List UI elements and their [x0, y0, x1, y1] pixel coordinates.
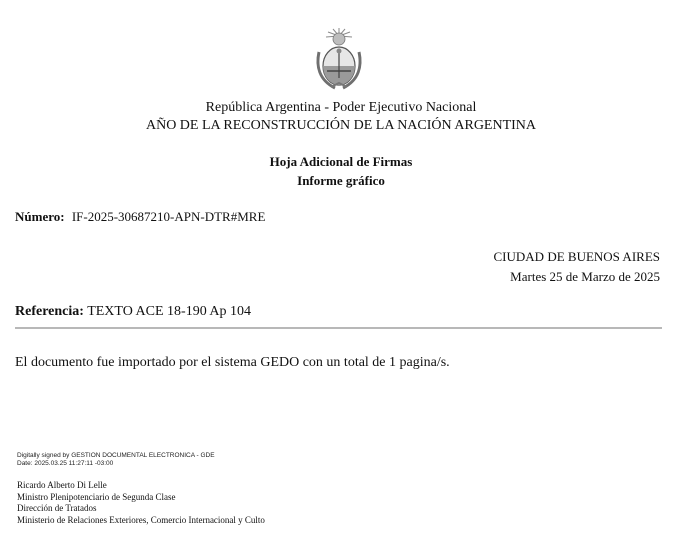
- date: Martes 25 de Marzo de 2025: [510, 269, 660, 284]
- header-line-2: AÑO DE LA RECONSTRUCCIÓN DE LA NACIÓN ARGENTINA: [145, 118, 537, 133]
- document-title: Hoja Adicional de Firmas: [269, 154, 413, 169]
- divider: [15, 327, 662, 329]
- signer-block: [17, 480, 265, 526]
- digital-signature-date: Date: 2025.03.25 11:27:11 -03:00: [17, 459, 114, 467]
- signer-title: Ministro Plenipotenciario de Segunda Clase: [17, 491, 176, 502]
- body-text: El documento fue importado por el sistema GEDO con un total de 1 pagina/s.: [15, 355, 450, 370]
- header-line-1: República Argentina - Poder Ejecutivo Nacional: [205, 100, 477, 115]
- digital-signature: [17, 452, 215, 467]
- document-number: [15, 209, 265, 225]
- city: CIUDAD DE BUENOS AIRES: [493, 249, 660, 264]
- signer-ministry: Ministerio de Relaciones Exteriores, Comercio Internacional y Culto: [17, 514, 265, 525]
- document-number-value: IF-2025-30687210-APN-DTR#MRE: [71, 209, 266, 224]
- reference: [15, 304, 251, 320]
- signer-department: Dirección de Tratados: [17, 503, 97, 513]
- reference-value: TEXTO ACE 18-190 Ap 104: [87, 304, 252, 319]
- document-number-label: Número:: [15, 209, 65, 224]
- signer-name: Ricardo Alberto Di Lelle: [17, 480, 107, 490]
- reference-label: Referencia:: [15, 304, 84, 319]
- document-subtitle: Informe gráfico: [297, 173, 385, 188]
- coat-of-arms-emblem-icon: [313, 26, 365, 92]
- digital-signature-signed-by: Digitally signed by GESTION DOCUMENTAL ELECTRONICA - GDE: [17, 452, 215, 459]
